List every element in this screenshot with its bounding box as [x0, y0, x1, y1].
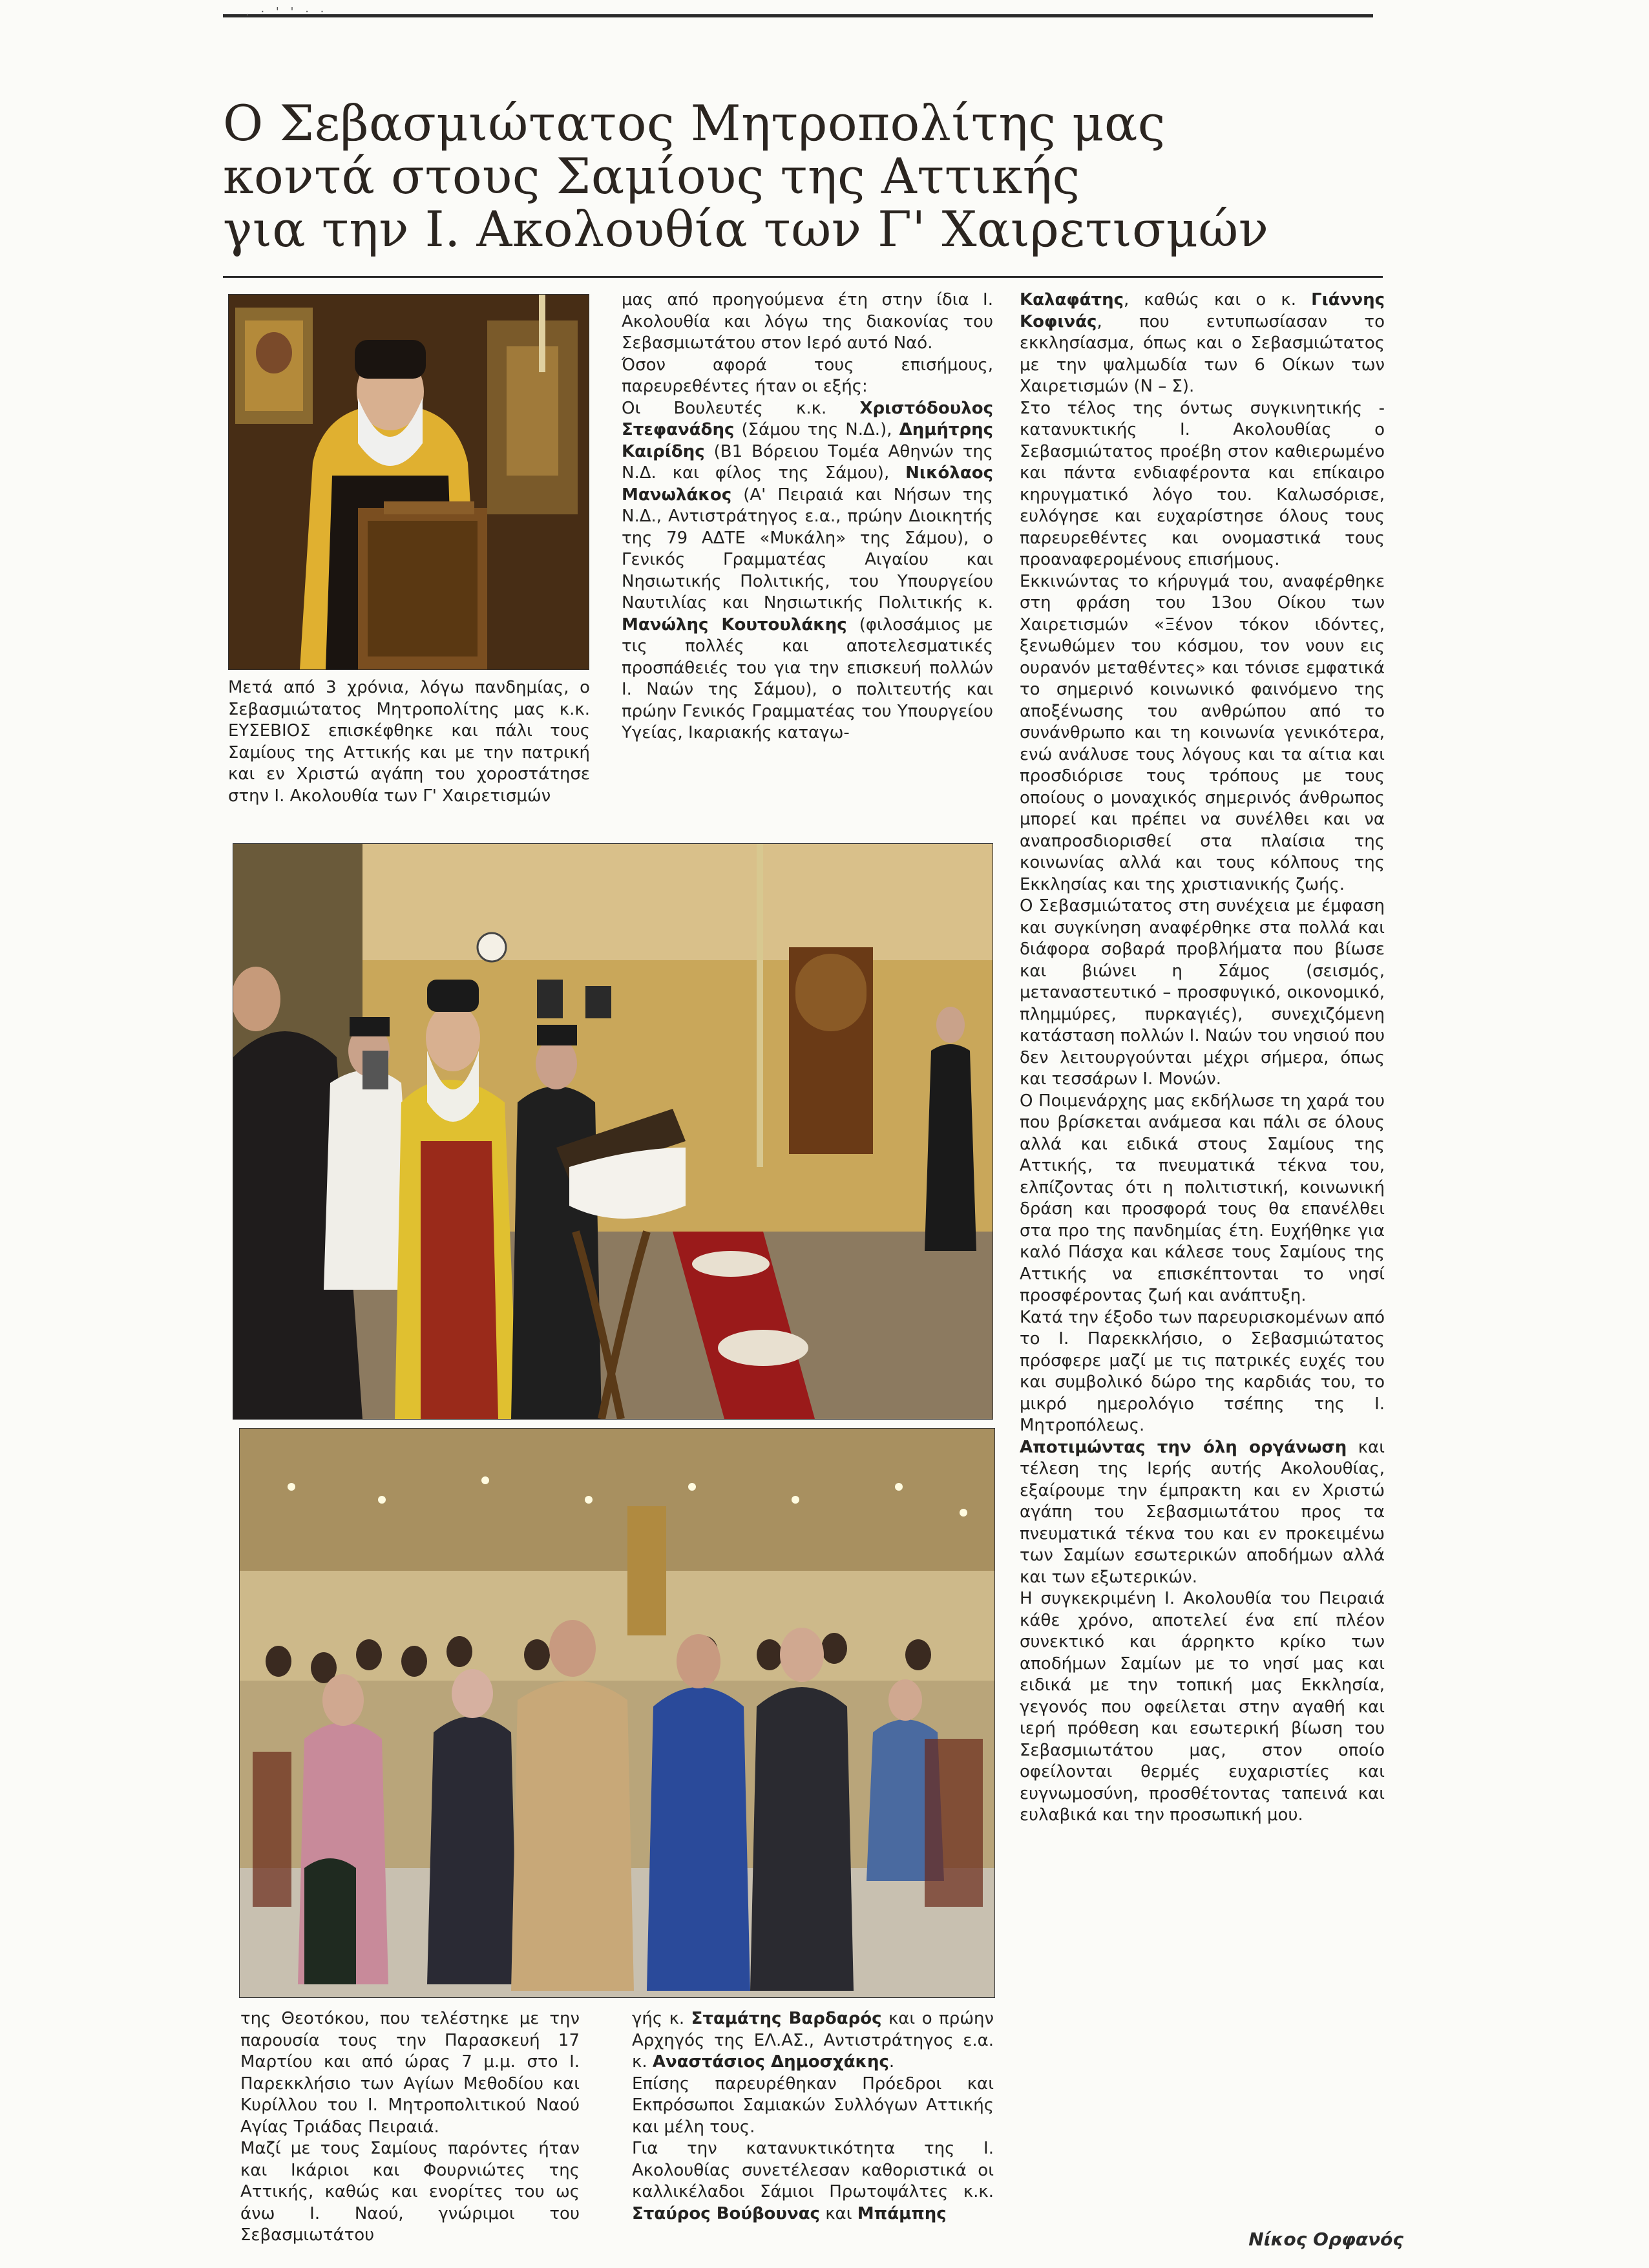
- photo-service-lectern: [233, 843, 993, 1420]
- headline-line-2: κοντά στους Σαμίους της Αττικής: [223, 147, 1080, 205]
- paragraph: [632, 2008, 994, 2074]
- text: και ο πρώην Αρχηγός της ΕΛ.ΑΣ., Αντιστράτηγος ε.α. κ.: [632, 2009, 994, 2072]
- headline-line-3: για την Ι. Ακολουθία των Γ' Χαιρετισμών: [223, 200, 1269, 258]
- person-name: Δημήτρης Καιρίδης: [622, 420, 993, 461]
- scan-specks: . · ' ' · ·: [246, 5, 328, 19]
- column-3: [1020, 289, 1385, 1827]
- column-2-top: [622, 289, 993, 744]
- text: (Σάμου της Ν.Δ.),: [734, 420, 899, 439]
- paragraph: της Θεοτόκου, που τελέστηκε με την παρουσία τους την Παρασκευή 17 Μαρτίου και από ώρας 7 μ.μ. στο Ι. Παρεκκλήσιο των Αγίων Μεθοδίου και Κυρίλλου του Ι. Μητροπολιτικού Ναού Αγίας Τριάδας Πειραιά.: [240, 2009, 580, 2137]
- title-rule: [223, 276, 1383, 278]
- paragraph: μας από προηγούμενα έτη στην ίδια Ι. Ακολουθία και λόγω της διακονίας του Σεβασμιωτάτου στον Ιερό αυτό Ναό.: [622, 290, 993, 353]
- top-rule: [223, 14, 1373, 17]
- person-name: Αναστάσιος Δημοσχάκης: [652, 2052, 889, 2072]
- person-name: Σταμάτης Βαρδαρός: [691, 2009, 882, 2028]
- paragraph: [632, 2138, 994, 2225]
- text: Όσον αφορά τους επισήμους, παρευρεθέντες ήταν οι εξής:: [622, 355, 993, 396]
- text: (Α' Πειραιά και Νήσων της Ν.Δ., Αντιστράτηγος ε.α., πρώην Διοικητής της 79 ΑΔΤΕ «Μυκάλη» της Σάμου), ο Γενικός Γραμματέας Αιγαίου και Νησιωτικής Πολιτικής, του Υπουργείου Ναυτιλίας και Νησιωτικής Πολιτικής κ.: [622, 485, 993, 613]
- paragraph: Στο τέλος της όντως συγκινητικής - κατανυκτικής Ι. Ακολουθίας ο Σεβασμιώτατος προέβη στον καθιερωμένο και πάντα ενδιαφέροντα και επίκαιρο κηρυγματικό λόγο του. Καλωσόρισε, ευλόγησε και ευχαρίστησε όλους τους παρευρεθέντες και ονομαστικά τους προαναφερομένους επισήμους.: [1020, 398, 1385, 569]
- paragraph: Επίσης παρευρέθηκαν Πρόεδροι και Εκπρόσωποι Σαμιακών Συλλόγων Αττικής και μέλη τους.: [632, 2074, 994, 2137]
- photo-congregation: [239, 1428, 995, 1998]
- paragraph: Η συγκεκριμένη Ι. Ακολουθία του Πειραιά κάθε χρόνο, αποτελεί ένα επί πλέον συνεκτικό και άρρηκτο κρίκο των αποδήμων Σαμίων με το νησί μας και ειδικά με την τοπική μας Εκκλησία, γεγονός που οφείλεται στην αγαθή και ιερή πρόθεση και εσωτερική βίωση του Σεβασμιωτάτου μας, στον οποίο οφείλονται θερμές ευχαριστίες και ευγνωμοσύνη, προσθέτοντας ταπεινά και ευλαβικά και την προσωπική μου.: [1020, 1589, 1385, 1825]
- paragraph: Μαζί με τους Σαμίους παρόντες ήταν και Ικάριοι και Φουρνιώτες της Αττικής, καθώς και ενορίτες του ως άνω Ι. Ναού, γνώριμοι του Σεβασμιωτάτου: [240, 2139, 580, 2245]
- paragraph: [1020, 1437, 1385, 1589]
- paragraph: [1020, 289, 1385, 398]
- headline-line-1: Ο Σεβασμιώτατος Μητροπολίτης μας: [223, 94, 1166, 152]
- paragraph: Ο Ποιμενάρχης μας εκδήλωσε τη χαρά του που βρίσκεται ανάμεσα και πάλι σε όλους αλλά και ειδικά στους Σαμίους της Αττικής, τα πνευματικά τέκνα του, ελπίζοντας ότι η πολιτιστική, κοινωνική δράση και προσφορά τους θα επανέλθει στα προ της πανδημίας έτη. Ευχήθηκε για καλό Πάσχα και κάλεσε τους Σαμίους της Αττικής να επισκέπτονται το νησί προσφέροντας ζωή και ανάπτυξη.: [1020, 1091, 1385, 1305]
- person-name: Γιάννης Κοφινάς: [1020, 290, 1385, 331]
- text: γής κ.: [632, 2009, 691, 2028]
- person-name: Σταύρος Βούβουνας: [632, 2203, 820, 2223]
- bold-lead: Αποτιμώντας την όλη οργάνωση: [1020, 1437, 1347, 1457]
- column-2-bottom: [632, 2008, 994, 2225]
- text: (Β1 Βόρειου Τομέα Αθηνών της Ν.Δ. και φίλος της Σάμου),: [622, 441, 993, 483]
- paragraph: [622, 398, 993, 744]
- text: Οι Βουλευτές κ.κ.: [622, 398, 860, 418]
- person-name: Χριστόδουλος Στεφανάδης: [622, 398, 993, 439]
- photo-metropolitan-lectern: [228, 294, 589, 670]
- paragraph: [622, 355, 993, 398]
- text: και τέλεση της Ιερής αυτής Ακολουθίας, εξαίρουμε την έμπρακτη και εν Χριστώ αγάπη του Σεβασμιωτάτου προς τα πνευματικά τέκνα του και εν προκειμένω των Σαμίων εσωτερικών αποδήμων αλλά και των εξωτερικών.: [1020, 1437, 1385, 1587]
- person-name: Μπάμπης: [857, 2203, 947, 2223]
- photo-caption: Μετά από 3 χρόνια, λόγω πανδημίας, ο Σεβασμιώτατος Μητροπολίτης μας κ.κ. ΕΥΣΕΒΙΟΣ επισκέφθηκε και πάλι τους Σαμίους της Αττικής και με την πατρική και εν Χριστώ αγάπη του χοροστάτησε στην Ι. Ακολουθία των Γ' Χαιρετισμών: [228, 678, 590, 806]
- text: .: [888, 2052, 895, 2072]
- text: Για την κατανυκτικότητα της Ι. Ακολουθίας συνετέλεσαν καθοριστικά οι καλλικέλαδοι Σάμιοι Πρωτοψάλτες κ.κ.: [632, 2139, 994, 2201]
- text: (φιλοσάμιος με τις πολλές και αποτελεσματικές προσπάθειές του για την επισκευή πολλών Ι. Ναών της Σάμου), ο πολιτευτής και πρώην Γενικός Γραμματέας του Υπουργείου Υγείας, Ικαριακής καταγω-: [622, 614, 993, 742]
- person-name: Καλαφάτης: [1020, 290, 1124, 310]
- column-1-bottom: [240, 2008, 580, 2247]
- text: , καθώς και ο κ.: [1124, 290, 1312, 310]
- paragraph: Κατά την έξοδο των παρευρισκομένων από το Ι. Παρεκκλήσιο, ο Σεβασμιώτατος πρόσφερε μαζί με τις πατρικές ευχές του και συμβολικό δώρο της καρδιάς του, το μικρό ημερολόγιο τσέπης της Ι. Μητροπόλεως.: [1020, 1307, 1385, 1435]
- article-headline: [223, 94, 1418, 258]
- text: , που εντυπωσίασαν το εκκλησίασμα, όπως και ο Σεβασμιώτατος με την ψαλμωδία των 6 Οίκων των Χαιρετισμών (Ν – Σ).: [1020, 311, 1385, 396]
- author-signature: Νίκος Ορφανός: [1248, 2229, 1403, 2250]
- person-name: Μανώλης Κουτουλάκης: [622, 614, 847, 635]
- paragraph: Ο Σεβασμιώτατος στη συνέχεια με έμφαση και συγκίνηση αναφέρθηκε στα πολλά και διάφορα σοβαρά προβλήματα που βίωσε και βιώνει η Σάμος (σεισμός, μεταναστευτικό – προσφυγικό, οικονομικό, πλημμύρες, πυρκαγιές), συνεχιζόμενη κατάσταση πολλών Ι. Ναών του νησιού που δεν λειτουργούνται μέχρι σήμερα, όπως και τεσσάρων Ι. Μονών.: [1020, 896, 1385, 1089]
- text: και: [819, 2203, 857, 2223]
- paragraph: Εκκινώντας το κήρυγμά του, αναφέρθηκε στη φράση του 13ου Οίκου των Χαιρετισμών «Ξένον τόκον ιδόντες, ξενωθώμεν του κόσμου, τον νουν εις ουρανόν μεταθέντες» και τόνισε εμφατικά το σημερινό κοινωνικό φαινόμενο της αποξένωσης του ανθρώπου από το συνάνθρωπο και τη κοινωνία γενικότερα, ενώ ανάλυσε τους λόγους και τα αίτια και προσδιόρισε τους τρόπους με τους οποίους ο μοναχικός σημερινός άνθρωπος μπορεί και πρέπει να συνέλθει και να αναπροσδιορισθεί στα πλαίσια της κοινωνίας αλλά και τους κόλπους της Εκκλησίας και της χριστιανικής ζωής.: [1020, 571, 1385, 894]
- person-name: Νικόλαος Μανωλάκος: [622, 463, 993, 505]
